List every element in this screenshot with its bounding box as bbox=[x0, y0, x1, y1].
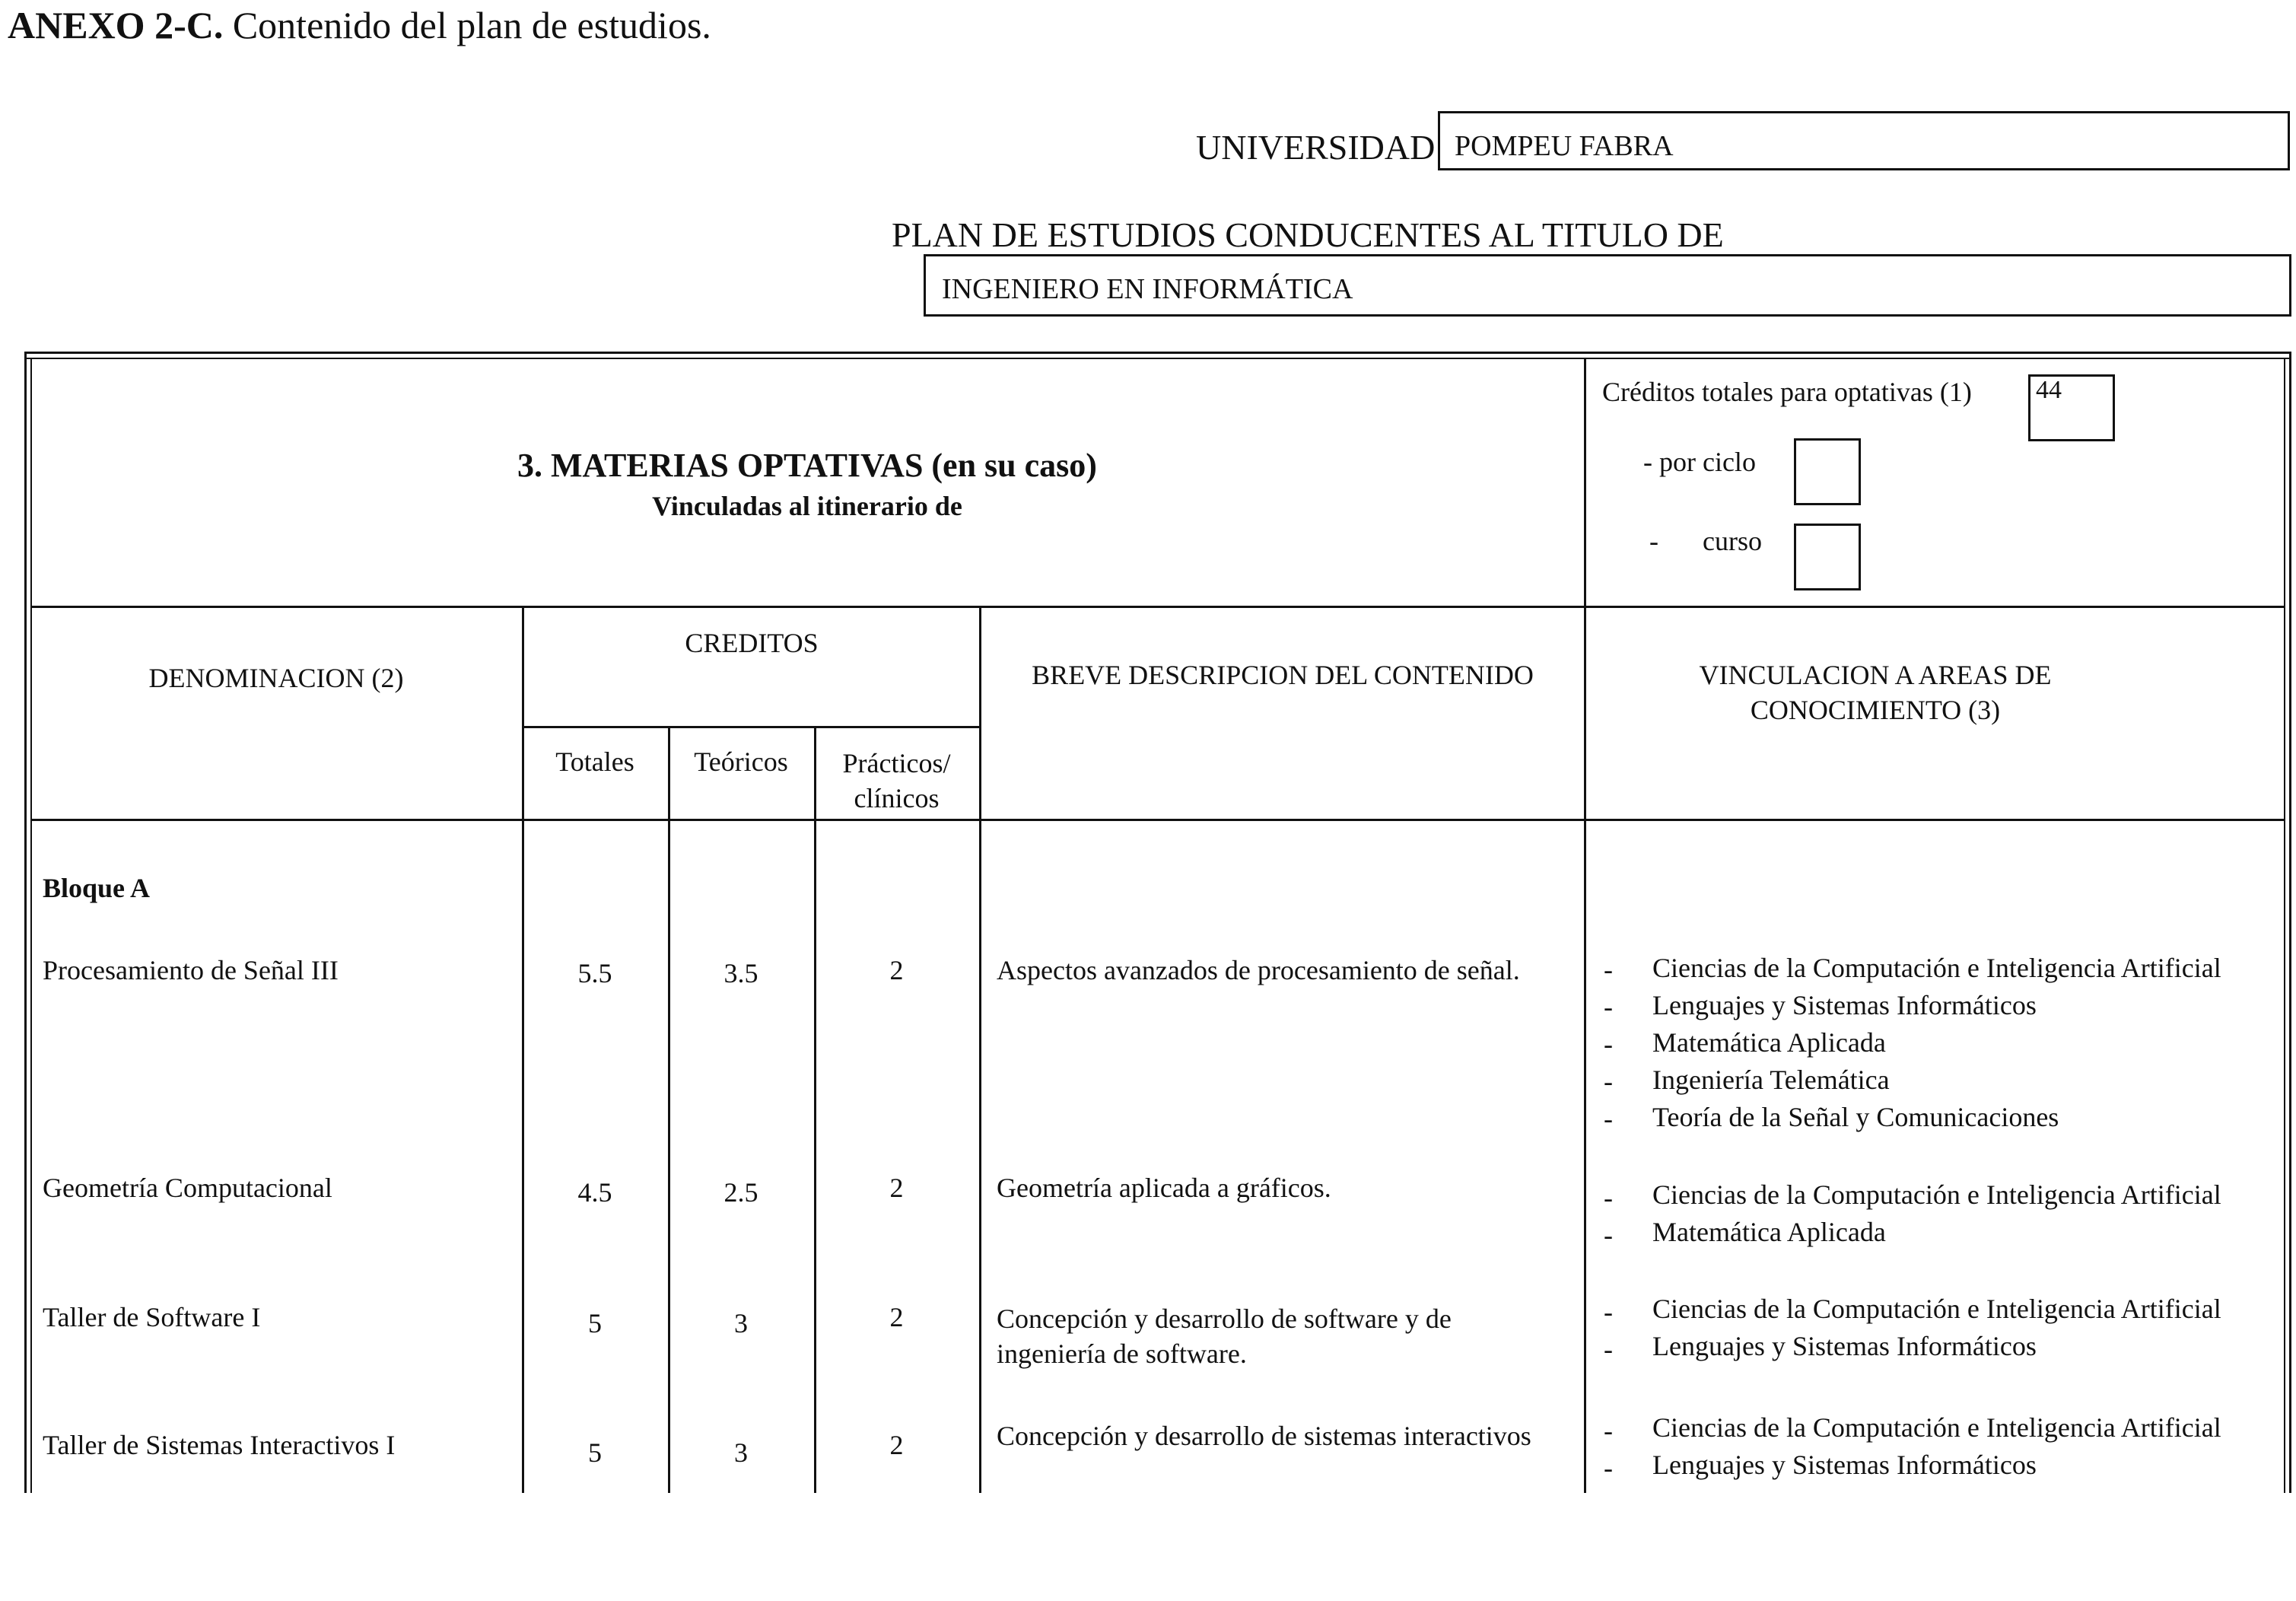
area-bullet: - bbox=[1604, 954, 1613, 985]
annex-title-text: Contenido del plan de estudios. bbox=[223, 4, 711, 46]
area-item: Lenguajes y Sistemas Informáticos bbox=[1652, 990, 2037, 1020]
section-subtitle: Vinculadas al itinerario de bbox=[652, 491, 962, 521]
row-teoricos: 3.5 bbox=[723, 958, 758, 988]
area-bullet: - bbox=[1604, 1297, 1613, 1327]
curso-label: curso bbox=[1703, 526, 1762, 556]
row-practicos: 2 bbox=[889, 1430, 904, 1460]
descripcion-line: ingeniería de software. bbox=[997, 1338, 1247, 1369]
area-bullet: - bbox=[1604, 1066, 1613, 1097]
row-totales: 4.5 bbox=[577, 1177, 612, 1208]
col-denominacion: DENOMINACION (2) bbox=[148, 663, 404, 693]
area-item: Ingeniería Telemática bbox=[1652, 1065, 1890, 1095]
annex-title bbox=[8, 3, 711, 47]
row-totales: 5 bbox=[588, 1437, 602, 1468]
row-area-bullets bbox=[1604, 1412, 1613, 1487]
area-item: Ciencias de la Computación e Inteligencia Artificial bbox=[1652, 1294, 2221, 1324]
row-teoricos: 3 bbox=[734, 1437, 748, 1468]
area-bullet: - bbox=[1604, 1182, 1613, 1213]
area-item: Ciencias de la Computación e Inteligencia Artificial bbox=[1652, 1179, 2221, 1210]
col-vinculacion-line1: VINCULACION A AREAS DE bbox=[1699, 660, 2052, 690]
row-totales: 5 bbox=[588, 1308, 602, 1338]
row-name: Taller de Sistemas Interactivos I bbox=[43, 1430, 396, 1460]
col-vinculacion bbox=[1586, 657, 2164, 727]
por-ciclo-field bbox=[1794, 438, 1861, 505]
area-item: Teoría de la Señal y Comunicaciones bbox=[1652, 1102, 2059, 1132]
col-practicos-line2: clínicos bbox=[854, 783, 940, 813]
col-descripcion: BREVE DESCRIPCION DEL CONTENIDO bbox=[1032, 660, 1534, 690]
row-practicos: 2 bbox=[889, 1302, 904, 1332]
area-item: Matemática Aplicada bbox=[1652, 1027, 1886, 1058]
row-descripcion: Geometría aplicada a gráficos. bbox=[997, 1173, 1331, 1203]
row-name: Geometría Computacional bbox=[43, 1173, 332, 1203]
area-item: Lenguajes y Sistemas Informáticos bbox=[1652, 1450, 2037, 1480]
row-totales: 5.5 bbox=[577, 958, 612, 988]
row-areas bbox=[1652, 1409, 2221, 1484]
block-label: Bloque A bbox=[43, 873, 151, 903]
plan-label: PLAN DE ESTUDIOS CONDUCENTES AL TITULO DE bbox=[892, 215, 1724, 254]
row-name: Procesamiento de Señal III bbox=[43, 955, 339, 985]
area-item: Matemática Aplicada bbox=[1652, 1217, 1886, 1247]
col-vinculacion-line2: CONOCIMIENTO (3) bbox=[1750, 695, 2001, 725]
section-title: 3. MATERIAS OPTATIVAS (en su caso) bbox=[517, 447, 1097, 484]
area-bullet: - bbox=[1604, 1029, 1613, 1059]
row-area-bullets bbox=[1604, 951, 1613, 1138]
curso-field bbox=[1794, 524, 1861, 590]
row-practicos: 2 bbox=[889, 1173, 904, 1203]
row-area-bullets bbox=[1604, 1294, 1613, 1368]
col-totales: Totales bbox=[555, 746, 634, 777]
row-descripcion: Concepción y desarrollo de sistemas interactivos bbox=[997, 1421, 1531, 1451]
col-creditos: CREDITOS bbox=[685, 628, 819, 658]
col-teoricos: Teóricos bbox=[694, 746, 788, 777]
area-item: Lenguajes y Sistemas Informáticos bbox=[1652, 1331, 2037, 1361]
area-item: Ciencias de la Computación e Inteligencia Artificial bbox=[1652, 1412, 2221, 1443]
area-bullet: - bbox=[1604, 1103, 1613, 1134]
annex-code: ANEXO 2-C. bbox=[8, 4, 224, 46]
row-teoricos: 3 bbox=[734, 1308, 748, 1338]
por-ciclo-label: - por ciclo bbox=[1643, 447, 1756, 477]
row-teoricos: 2.5 bbox=[723, 1177, 758, 1208]
curso-dash: - bbox=[1649, 526, 1658, 556]
area-bullet: - bbox=[1604, 1453, 1613, 1483]
row-areas bbox=[1652, 1291, 2221, 1365]
universidad-value: POMPEU FABRA bbox=[1455, 130, 1674, 162]
row-areas bbox=[1652, 950, 2221, 1136]
creditos-totales-value: 44 bbox=[2036, 376, 2062, 404]
row-descripcion bbox=[997, 1301, 1452, 1371]
universidad-label: UNIVERSIDAD bbox=[1196, 128, 1436, 167]
row-descripcion: Aspectos avanzados de procesamiento de señal. bbox=[997, 955, 1520, 985]
row-areas bbox=[1652, 1176, 2221, 1251]
creditos-totales-label: Créditos totales para optativas (1) bbox=[1602, 377, 1972, 407]
area-bullet: - bbox=[1604, 991, 1613, 1022]
titulo-value: INGENIERO EN INFORMÁTICA bbox=[942, 273, 1353, 305]
area-item: Ciencias de la Computación e Inteligencia Artificial bbox=[1652, 953, 2221, 983]
descripcion-line: Concepción y desarrollo de software y de bbox=[997, 1303, 1452, 1334]
area-bullet: - bbox=[1604, 1220, 1613, 1250]
row-name: Taller de Software I bbox=[43, 1302, 261, 1332]
area-bullet: - bbox=[1604, 1415, 1613, 1446]
row-area-bullets bbox=[1604, 1179, 1613, 1254]
col-practicos-line1: Prácticos/ bbox=[842, 748, 951, 778]
area-bullet: - bbox=[1604, 1334, 1613, 1364]
col-practicos bbox=[814, 746, 979, 816]
row-practicos: 2 bbox=[889, 955, 904, 985]
